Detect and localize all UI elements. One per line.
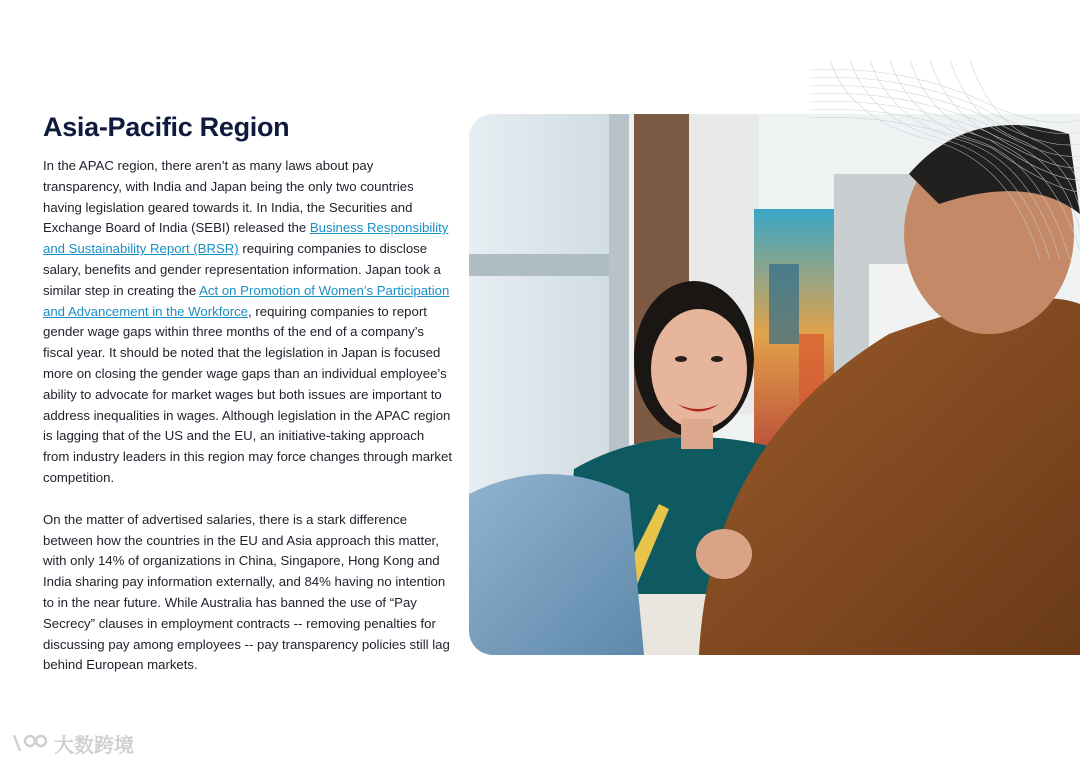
- paragraph-1-text-b: requiring companies to disclose salary, benefits and gender representation information. Japan took a similar step in creating the: [43, 241, 441, 298]
- paragraph-1: [43, 156, 453, 489]
- japan-act-link[interactable]: Act on Promotion of Women’s Participation and Advancement in the Workforce: [43, 282, 450, 319]
- brsr-link[interactable]: Business Responsibility and Sustainability Report (BRSR): [43, 220, 449, 257]
- paragraph-1-text-c: , requiring companies to report gender wage gaps within three months of the end of a company’s fiscal year. It should be noted that the legislation in Japan is focused more on closing the gender wage gaps than an individual employee’s ability to advocate for market wages but both issues are important to address inequalities in wages. Although legislation in the APAC region is lagging that of the US and the EU, an initiative-taking approach from industry leaders in this region may force changes through market competition.: [43, 303, 453, 485]
- logo-icon: [10, 731, 50, 755]
- paragraph-1-text-a: In the APAC region, there aren’t as many laws about pay transparency, with India and Japan being the only two countries having legislation geared towards it. In India, the Securities and Exchange Board of India (SEBI) released the: [43, 158, 414, 236]
- section-title: Asia-Pacific Region: [43, 112, 290, 142]
- watermark: [10, 730, 134, 756]
- paragraph-2: On the matter of advertised salaries, there is a stark difference between how the countries in the EU and Asia approach this matter, with only 14% of organizations in China, Singapore, Hong Kong and India sharing pay information externally, and 84% having no intention to in the near future. While Australia has banned the use of “Pay Secrecy” clauses in employment contracts -- removing penalties for discussing pay among employees -- pay transparency policies still lag behind European markets.: [43, 511, 450, 673]
- body-text: [43, 156, 453, 697]
- watermark-text: 大数跨境: [54, 734, 134, 757]
- office-meeting-photo: [469, 114, 1080, 655]
